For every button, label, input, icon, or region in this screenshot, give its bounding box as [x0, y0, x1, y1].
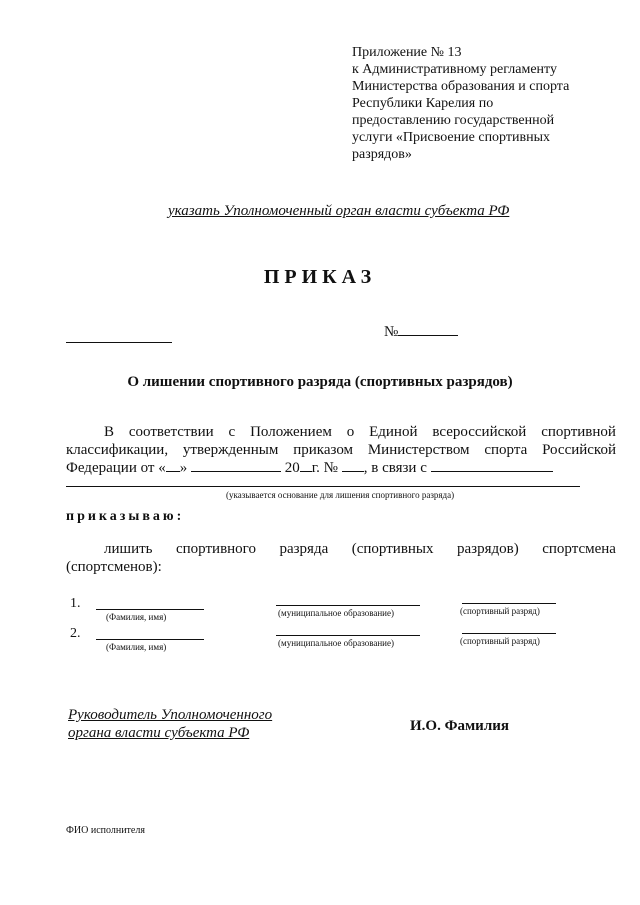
rank-hint: (спортивный разряд)	[460, 636, 540, 646]
appendix-line: Министерства образования и спорта	[352, 79, 570, 94]
name-blank-line	[96, 639, 204, 640]
word: приказом	[293, 442, 354, 458]
word: о	[346, 424, 355, 440]
text-fragment: г. №	[311, 460, 338, 476]
order-number	[384, 323, 458, 341]
appendix-line: услуги «Присвоение спортивных	[352, 130, 550, 145]
rank-blank-line	[462, 633, 556, 634]
text-fragment: , в связи с	[363, 460, 427, 476]
word: спортивной	[541, 424, 616, 440]
appendix-block	[352, 44, 622, 163]
date-blank-line	[66, 342, 172, 343]
word: разрядов)	[457, 541, 519, 557]
reason-blank	[431, 459, 553, 472]
head-position-line-2: органа власти субъекта РФ	[68, 725, 250, 741]
paragraph-line-2	[66, 441, 616, 459]
word: В	[104, 424, 115, 440]
word: всероссийской	[432, 424, 527, 440]
appendix-line: предоставлению государственной	[352, 113, 555, 128]
authority-placeholder: указать Уполномоченный орган власти субъекта РФ	[168, 203, 510, 219]
head-position	[68, 706, 272, 742]
name-hint: (Фамилия, имя)	[106, 612, 167, 622]
deprive-line-1	[66, 540, 616, 558]
basis-paragraph	[66, 423, 616, 477]
word: спорта	[484, 442, 528, 458]
deprive-line-2: (спортсменов):	[66, 559, 162, 575]
word: с	[228, 424, 236, 440]
executor-label: ФИО исполнителя	[66, 825, 145, 836]
number-label: №	[384, 324, 399, 340]
paragraph-line-1	[66, 423, 616, 441]
word: разряда	[279, 541, 329, 557]
text-fragment: 20	[284, 460, 300, 476]
reason-blank-line	[66, 486, 580, 487]
word: Министерством	[367, 442, 470, 458]
rank-hint: (спортивный разряд)	[460, 606, 540, 616]
municipality-blank-line	[276, 605, 420, 606]
row-number: 1.	[70, 596, 81, 611]
appendix-line: разрядов»	[352, 147, 412, 162]
paragraph-line-3	[66, 459, 616, 477]
word: спортсмена	[542, 541, 616, 557]
appendix-line: Республики Карелия по	[352, 96, 494, 111]
head-position-line-1: Руководитель Уполномоченного	[68, 707, 273, 723]
appendix-line: к Административному регламенту	[352, 62, 557, 77]
word: утвержденным	[182, 442, 279, 458]
word: (спортивных	[351, 541, 434, 557]
row-number: 2.	[70, 626, 81, 641]
document-title: ПРИКАЗ	[263, 266, 377, 288]
text-fragment: »	[179, 460, 188, 476]
reason-hint: (указывается основание для лишения спортивного разряда)	[226, 490, 455, 500]
word: Единой	[369, 424, 418, 440]
word: спортивного	[176, 541, 256, 557]
text-fragment: Федерации от «	[66, 460, 166, 476]
municipality-hint: (муниципальное образование)	[278, 638, 394, 648]
order-word: приказываю:	[66, 509, 185, 524]
word: классификации,	[66, 442, 169, 458]
appendix-line: Приложение № 13	[352, 45, 462, 60]
municipality-hint: (муниципальное образование)	[278, 608, 394, 618]
signature-name: И.О. Фамилия	[410, 718, 510, 734]
month-blank	[191, 459, 281, 472]
year-blank	[300, 459, 312, 472]
word: Российской	[542, 442, 616, 458]
order-number-blank	[342, 459, 364, 472]
municipality-blank-line	[276, 635, 420, 636]
name-blank-line	[96, 609, 204, 610]
word: соответствии	[128, 424, 214, 440]
rank-blank-line	[462, 603, 556, 604]
number-blank-line	[398, 323, 458, 336]
word: лишить	[104, 541, 153, 557]
word: Положением	[250, 424, 332, 440]
day-blank	[166, 459, 180, 472]
deprive-paragraph	[66, 540, 616, 576]
order-subject: О лишении спортивного разряда (спортивных разрядов)	[127, 374, 513, 390]
name-hint: (Фамилия, имя)	[106, 642, 167, 652]
